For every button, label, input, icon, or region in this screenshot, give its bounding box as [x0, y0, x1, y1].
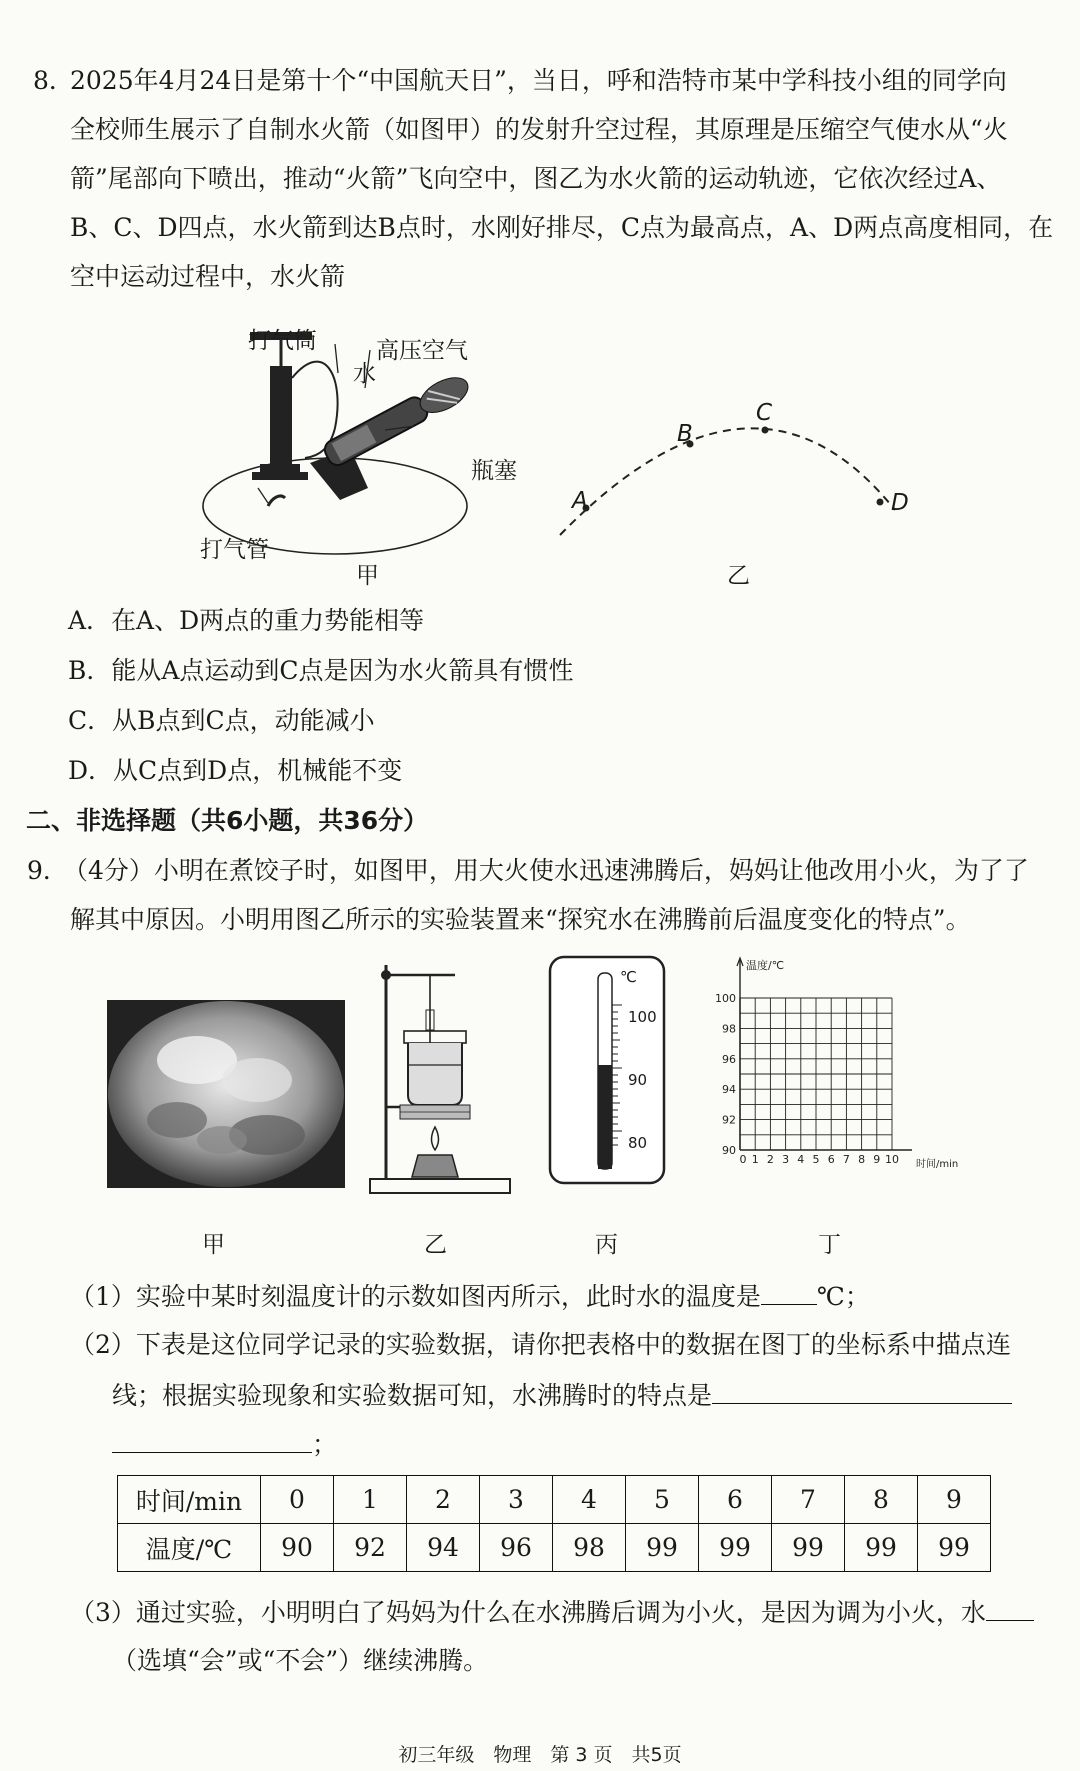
table-row-time	[118, 1476, 991, 1524]
fig-jia-caption: 甲	[356, 563, 379, 589]
table-cell: 98	[553, 1524, 626, 1572]
y-tick-label: 98	[722, 1022, 736, 1036]
thermometer-tick-80: 80	[628, 1134, 648, 1152]
fig-ding-caption: 丁	[818, 1232, 841, 1258]
q8-line-1: 2025年4月24日是第十个“中国航天日”，当日，呼和浩特市某中学科技小组的同学向	[70, 66, 1007, 95]
sub2-answer-blank-2[interactable]	[112, 1430, 312, 1453]
q8-option-b[interactable]: B．能从A点运动到C点是因为水火箭具有惯性	[68, 656, 574, 685]
q8-option-a[interactable]: A．在A、D两点的重力势能相等	[68, 606, 425, 635]
q8-number: 8．	[33, 66, 74, 95]
fig-jia-caption-q9: 甲	[202, 1232, 225, 1258]
dumplings-photo	[107, 1000, 345, 1188]
data-table	[117, 1475, 991, 1572]
q8-option-d[interactable]: D．从C点到D点，机械能不变	[68, 756, 403, 785]
y-tick-label: 94	[722, 1083, 736, 1097]
sub1-text: （1）实验中某时刻温度计的示数如图丙所示，此时水的温度是	[70, 1282, 761, 1311]
thermometer-tick-100: 100	[628, 1008, 657, 1026]
table-cell: 7	[772, 1476, 845, 1524]
stopper-label: 瓶塞	[471, 458, 517, 484]
page-footer: 初三年级 物理 第 3 页 共5页	[398, 1744, 682, 1766]
sub2-line-3	[112, 1430, 337, 1457]
point-a-label: A	[572, 488, 588, 514]
fig-bing-caption: 丙	[595, 1232, 618, 1258]
table-cell: 99	[699, 1524, 772, 1572]
q8-line-2: 全校师生展示了自制水火箭（如图甲）的发射升空过程，其原理是压缩空气使水从“火	[70, 115, 1008, 144]
table-header-temp: 温度/℃	[118, 1524, 261, 1572]
sub2-line-1: （2）下表是这位同学记录的实验数据，请你把表格中的数据在图丁的坐标系中描点连	[70, 1330, 1011, 1359]
table-row-temp	[118, 1524, 991, 1572]
q8-line-3: 箭”尾部向下喷出，推动“火箭”飞向空中，图乙为水火箭的运动轨迹，它依次经过A、	[70, 164, 1002, 193]
sub2-line-2	[112, 1381, 1012, 1408]
x-tick-label: 9	[873, 1153, 881, 1166]
water-label: 水	[353, 361, 376, 387]
sub3-line-2: （选填“会”或“不会”）继续沸腾。	[112, 1646, 489, 1675]
y-tick-label: 90	[722, 1144, 736, 1157]
point-c-label: C	[756, 400, 773, 426]
thermometer-unit: ℃	[620, 968, 637, 986]
table-cell: 3	[480, 1476, 553, 1524]
high-pressure-air-label: 高压空气	[376, 338, 468, 364]
point-c	[762, 427, 769, 434]
sub1-answer-blank[interactable]	[761, 1282, 817, 1305]
thermometer-tick-90: 90	[628, 1071, 648, 1089]
x-tick-label: 8	[858, 1153, 866, 1166]
sub2-text: 线；根据实验现象和实验数据可知，水沸腾时的特点是	[112, 1381, 713, 1410]
x-tick-label: 6	[827, 1153, 835, 1166]
x-tick-label: 0	[739, 1153, 747, 1166]
table-cell: 8	[845, 1476, 918, 1524]
fig-yi-caption-q9: 乙	[424, 1232, 447, 1258]
trajectory-figure	[550, 395, 930, 545]
heating-apparatus	[360, 955, 520, 1195]
sub1-line	[70, 1282, 870, 1309]
thermometer	[548, 955, 666, 1185]
sub2-end: ；	[312, 1430, 338, 1459]
q8-line-5: 空中运动过程中，水火箭	[70, 262, 346, 291]
y-tick-label: 92	[722, 1113, 736, 1127]
x-tick-label: 2	[766, 1153, 774, 1166]
table-cell: 94	[407, 1524, 480, 1572]
table-cell: 5	[626, 1476, 699, 1524]
table-cell: 9	[918, 1476, 991, 1524]
sub3-line-1	[70, 1598, 1034, 1625]
x-axis-label: 时间/min	[916, 1159, 959, 1170]
q9-line-2: 解其中原因。小明用图乙所示的实验装置来“探究水在沸腾前后温度变化的特点”。	[70, 905, 971, 934]
sub2-answer-blank-1[interactable]	[712, 1381, 1012, 1404]
table-cell: 1	[334, 1476, 407, 1524]
x-tick-label: 3	[782, 1153, 790, 1166]
section2-title: 二、非选择题（共6小题，共36分）	[26, 806, 429, 835]
pump-label: 打气筒	[248, 328, 317, 354]
table-header-time: 时间/min	[118, 1476, 261, 1524]
point-d	[877, 499, 884, 506]
table-cell: 90	[261, 1524, 334, 1572]
y-tick-label: 100	[715, 992, 736, 1005]
q9-line-1: （4分）小明在煮饺子时，如图甲，用大火使水迅速沸腾后，妈妈让他改用小火，为了了	[63, 856, 1029, 885]
sub1-unit: ℃；	[816, 1282, 870, 1311]
table-cell: 99	[626, 1524, 699, 1572]
q8-line-4: B、C、D四点，水火箭到达B点时，水刚好排尽，C点为最高点，A、D两点高度相同，在	[70, 213, 1054, 242]
y-tick-label: 96	[722, 1052, 736, 1066]
sub3-answer-blank[interactable]	[986, 1598, 1034, 1621]
table-cell: 99	[918, 1524, 991, 1572]
x-tick-label: 7	[842, 1153, 850, 1166]
temperature-time-grid	[700, 952, 1000, 1192]
table-cell: 6	[699, 1476, 772, 1524]
point-b-label: B	[677, 421, 693, 447]
table-cell: 99	[772, 1524, 845, 1572]
fig-yi-caption: 乙	[727, 563, 750, 589]
table-cell: 2	[407, 1476, 480, 1524]
table-cell: 0	[261, 1476, 334, 1524]
x-tick-label: 1	[751, 1153, 759, 1166]
tube-label: 打气管	[200, 537, 269, 563]
point-d-label: D	[891, 490, 909, 516]
x-tick-label: 4	[797, 1153, 805, 1166]
table-cell: 96	[480, 1524, 553, 1572]
table-cell: 99	[845, 1524, 918, 1572]
q9-number: 9．	[27, 856, 68, 885]
x-tick-label: 5	[812, 1153, 820, 1166]
table-cell: 92	[334, 1524, 407, 1572]
sub3-text: （3）通过实验，小明明白了妈妈为什么在水沸腾后调为小火，是因为调为小火，水	[70, 1598, 986, 1627]
x-tick-label: 10	[885, 1153, 899, 1166]
table-cell: 4	[553, 1476, 626, 1524]
q8-option-c[interactable]: C．从B点到C点，动能减小	[68, 706, 375, 735]
y-axis-label: 温度/℃	[746, 959, 785, 972]
